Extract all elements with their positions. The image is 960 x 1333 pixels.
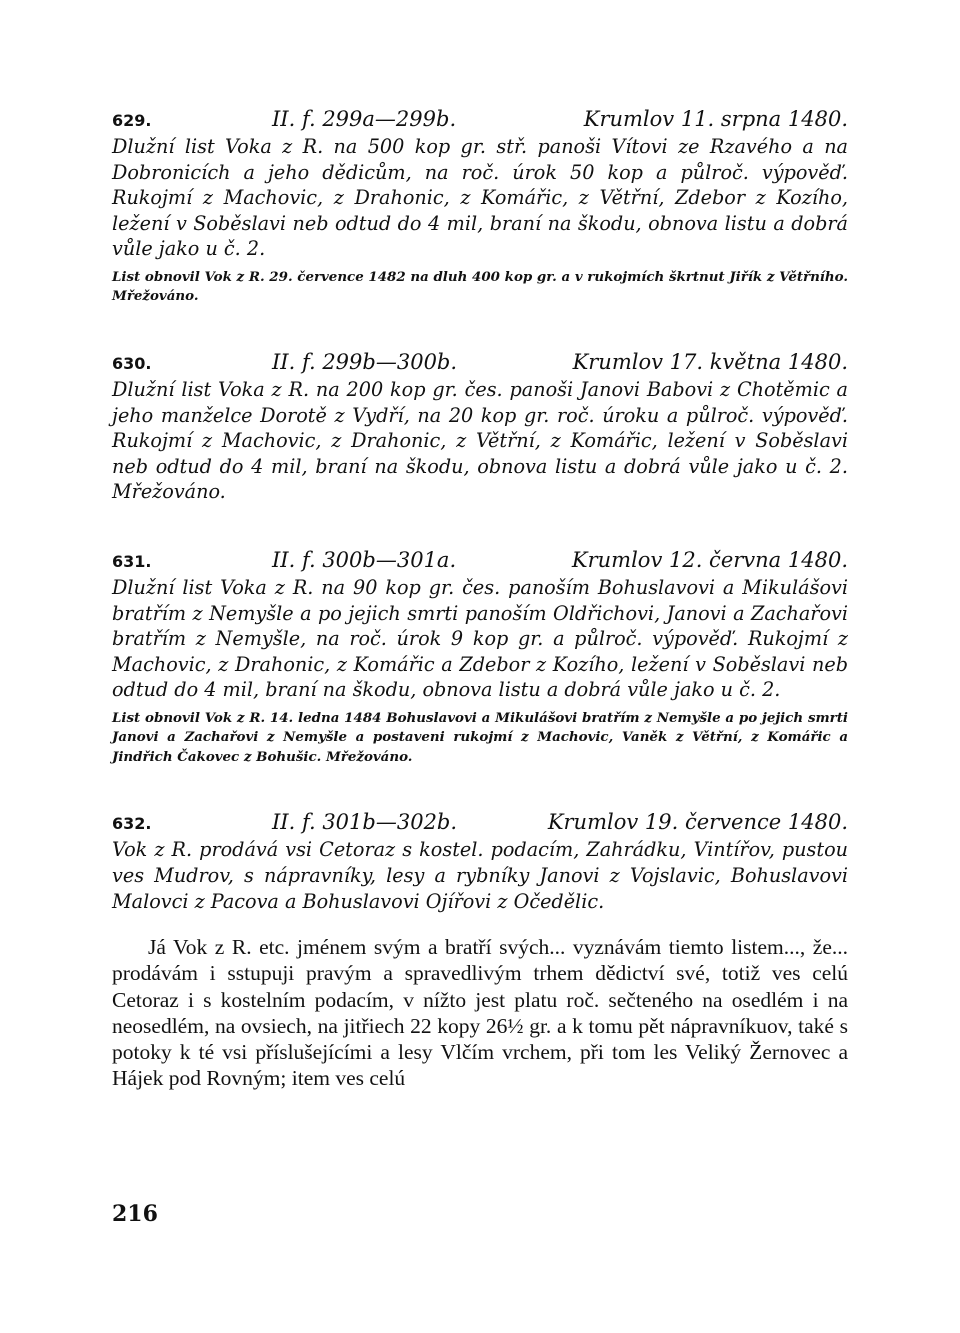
entry-header bbox=[112, 807, 848, 837]
regest-text: Dlužní list Voka z R. na 90 kop gr. čes. panoším Bohuslavovi a Mikulášovi bratřím z Nemyšle a po jejich smrti panoším Oldřichovi, Janovi a Zachařovi bratřím z Nemyšle, na roč. úrok 9 kop gr. a půlroč. výpověď. Rukojmí z Machovic, z Drahonic, z Komářic a Zdebor z Kozího, ležení v Soběslavi neb odtud do 4 mil, braní na škodu, obnova listu a dobrá vůle jako u č. 2. bbox=[112, 575, 848, 702]
entry-number: 632. bbox=[112, 814, 152, 834]
entry-number: 630. bbox=[112, 353, 152, 373]
entry-632 bbox=[112, 807, 848, 1091]
folio-reference: II. f. 299a—299b. bbox=[272, 107, 457, 131]
entry-631 bbox=[112, 545, 848, 767]
entry-629 bbox=[112, 104, 848, 307]
regest-text: Dlužní list Voka z R. na 200 kop gr. čes. panoši Janovi Babovi z Chotěmic a jeho manželce Dorotě z Vydří, na 20 kop gr. roč. úroku a půlroč. výpověď. Rukojmí z Machovic, z Drahonic, z Větřní, z Komářic, ležení v Soběslavi neb odtud do 4 mil, braní na škodu, obnova listu a dobrá vůle jako u č. 2. Mřežováno. bbox=[112, 377, 848, 504]
folio-reference: II. f. 301b—302b. bbox=[272, 810, 458, 835]
place-date: Krumlov 19. července 1480. bbox=[547, 810, 848, 835]
regest-text: Vok z R. prodává vsi Cetoraz s kostel. podacím, Zahrádku, Vintířov, pustou ves Mudrov, s nápravníky, lesy a rybníky Janovi z Vojslavic, Bohuslavovi Malovci z Pacova a Bohuslavovi Ojířovi z Očedělic. bbox=[112, 838, 848, 913]
folio-reference: II. f. 300b—301a. bbox=[272, 547, 457, 572]
place-date: Krumlov 12. června 1480. bbox=[571, 547, 848, 572]
entry-header bbox=[112, 104, 848, 134]
entry-header bbox=[112, 545, 848, 575]
entry-number: 631. bbox=[112, 551, 152, 571]
folio-reference: II. f. 299b—300b. bbox=[272, 349, 458, 374]
charter-quote: Já Vok z R. etc. jménem svým a bratří svých... vyznávám tiemto listem..., že... prodávám i sstupuji pravým a spravedlivým trhem dědictví své, totiž ves celú Cetoraz i s kostelním podacím, v nížto jest platu roč. sečteného na osedlém i na neosedlém, na ovsiech, na jitřiech 22 kopy 26½ gr. a k tomu pět nápravníkuov, také s potoky k té vsi příslušejícími a lesy Vlčím vrchem, při tom les Veliký Žernovec a Hájek pod Rovným; item ves celú bbox=[112, 935, 848, 1091]
place-date: Krumlov 17. května 1480. bbox=[572, 349, 848, 374]
document-page bbox=[112, 104, 848, 1091]
place-date: Krumlov 11. srpna 1480. bbox=[583, 107, 848, 131]
entry-number: 629. bbox=[112, 111, 152, 130]
entry-630 bbox=[112, 347, 848, 505]
page-number: 216 bbox=[112, 1201, 158, 1227]
regest-text: Dlužní list Voka z R. na 500 kop gr. stř. panoši Vítovi ze Rzavého a na Dobronicích a jeho dědicům, na roč. úrok 50 kop a půlroč. výpověď. Rukojmí z Machovic, z Drahonic, z Komářic, z Větřní, Zdebor z Kozího, ležení v Soběslavi neb odtud do 4 mil, braní na škodu, obnova listu a dobrá vůle jako u č. 2. bbox=[112, 135, 848, 261]
entry-header bbox=[112, 347, 848, 377]
entry-note: List obnovil Vok z R. 29. července 1482 na dluh 400 kop gr. a v rukojmích škrtnut Jiřík z Větřního. Mřežováno. bbox=[112, 268, 848, 305]
entry-note: List obnovil Vok z R. 14. ledna 1484 Bohuslavovi a Mikulášovi bratřím z Nemyšle a po jejich smrti Janovi a Zachařovi z Nemyšle a postaveni rukojmí z Machovic, Vaněk z Větřní, z Komářic a Jindřich Čakovec z Bohušic. Mřežováno. bbox=[112, 709, 848, 765]
